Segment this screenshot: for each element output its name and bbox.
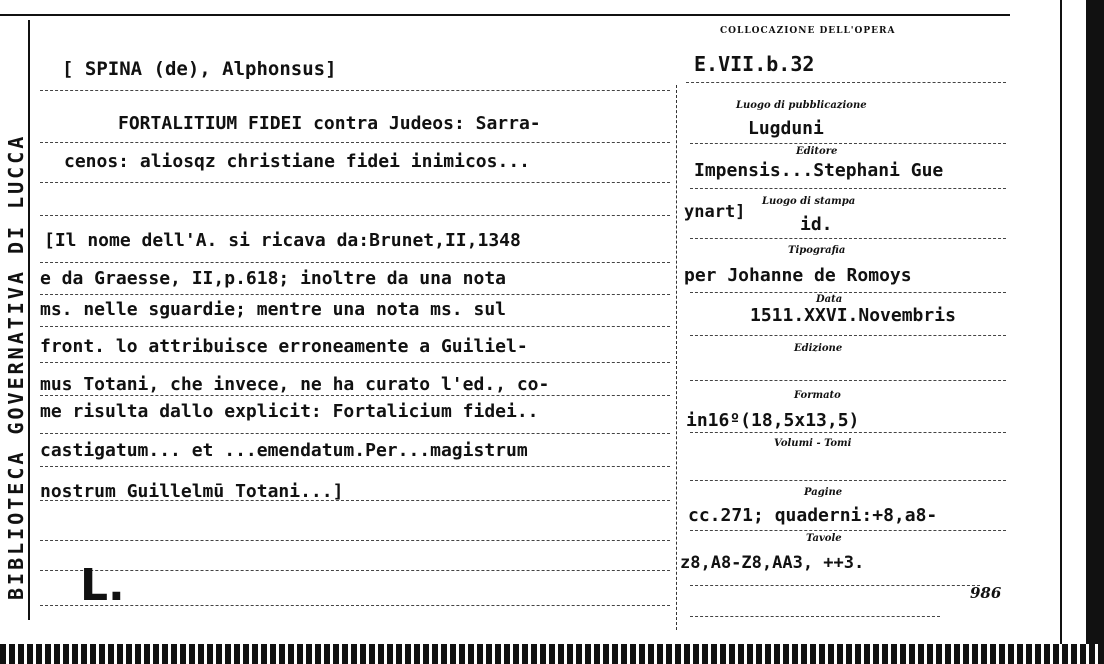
side-stamp: BIBLIOTECA GOVERNATIVA DI LUCCA (4, 133, 28, 600)
editore-value-1: Impensis...Stephani Gue (694, 160, 944, 181)
left-border-line (28, 20, 30, 620)
bottom-edge (0, 644, 1104, 664)
luogo-stampa-label: Luogo di stampa (762, 196, 856, 207)
data-label: Data (816, 294, 843, 305)
collocation-label: COLLOCAZIONE DELL'OPERA (720, 26, 896, 36)
rule (40, 570, 670, 571)
rule (690, 585, 980, 586)
rule (40, 90, 670, 91)
note-line-2: e da Graesse, II,p.618; inoltre da una nota (40, 268, 506, 289)
rule (40, 215, 670, 216)
data-value: 1511.XXVI.Novembris (750, 305, 956, 326)
rule (40, 433, 670, 434)
rule (686, 82, 1006, 83)
note-line-5: mus Totani, che invece, ne ha curato l'ed., co- (40, 374, 550, 395)
rule (40, 466, 670, 467)
initial-mark: L. (80, 560, 125, 611)
rule (690, 380, 1006, 381)
volumi-label: Volumi - Tomi (774, 438, 852, 449)
corner-number: 986 (970, 584, 1002, 602)
rule (40, 326, 670, 327)
right-edge (1086, 0, 1104, 664)
rule (690, 238, 1006, 239)
tavole-label: Tavole (806, 533, 842, 544)
note-line-7: castigatum... et ...emendatum.Per...magistrum (40, 440, 528, 461)
edizione-label: Edizione (794, 343, 843, 354)
tipografia-value: per Johanne de Romoys (684, 265, 912, 286)
title-line-2: cenos: aliosqz christiane fidei inimicos... (64, 151, 530, 172)
editore-label: Editore (796, 146, 838, 157)
formato-value: in16º(18,5x13,5) (686, 410, 860, 431)
rule (40, 395, 670, 396)
rule (40, 605, 670, 606)
luogo-pub-value: Lugduni (748, 118, 824, 139)
rule (40, 294, 670, 295)
note-line-4: front. lo attribuisce erroneamente a Guiliel- (40, 336, 528, 357)
rule (40, 540, 670, 541)
formato-label: Formato (794, 390, 841, 401)
rule (690, 530, 1006, 531)
pagine-label: Pagine (804, 487, 843, 498)
luogo-pub-label: Luogo di pubblicazione (736, 100, 867, 111)
note-line-8: nostrum Guillelmū Totani...] (40, 481, 344, 502)
rule (690, 188, 1006, 189)
rule (690, 292, 1006, 293)
right-edge-line (1060, 0, 1062, 664)
title-line-1: FORTALITIUM FIDEI contra Judeos: Sarra- (118, 113, 541, 134)
note-line-1: [Il nome dell'A. si ricava da:Brunet,II,1348 (44, 230, 521, 251)
editore-value-2: ynart] (684, 202, 746, 222)
luogo-stampa-value: id. (800, 214, 833, 235)
rule (690, 616, 940, 617)
author-heading: [ SPINA (de), Alphonsus] (62, 58, 337, 80)
rule (690, 143, 1006, 144)
column-divider (676, 85, 677, 630)
rule (690, 480, 1006, 481)
rule (40, 362, 670, 363)
rule (40, 262, 670, 263)
rule (40, 182, 670, 183)
note-line-6: me risulta dallo explicit: Fortalicium fidei.. (40, 401, 539, 422)
tipografia-label: Tipografia (788, 245, 846, 256)
collocation-value: E.VII.b.32 (694, 52, 815, 76)
rule (690, 432, 1006, 433)
top-border (0, 0, 1010, 16)
rule (690, 335, 1006, 336)
pagine-value-2: z8,A8-Z8,AA3, ++3. (680, 553, 865, 573)
pagine-value-1: cc.271; quaderni:+8,a8- (688, 505, 938, 526)
rule (40, 142, 670, 143)
note-line-3: ms. nelle sguardie; mentre una nota ms. sul (40, 299, 506, 320)
